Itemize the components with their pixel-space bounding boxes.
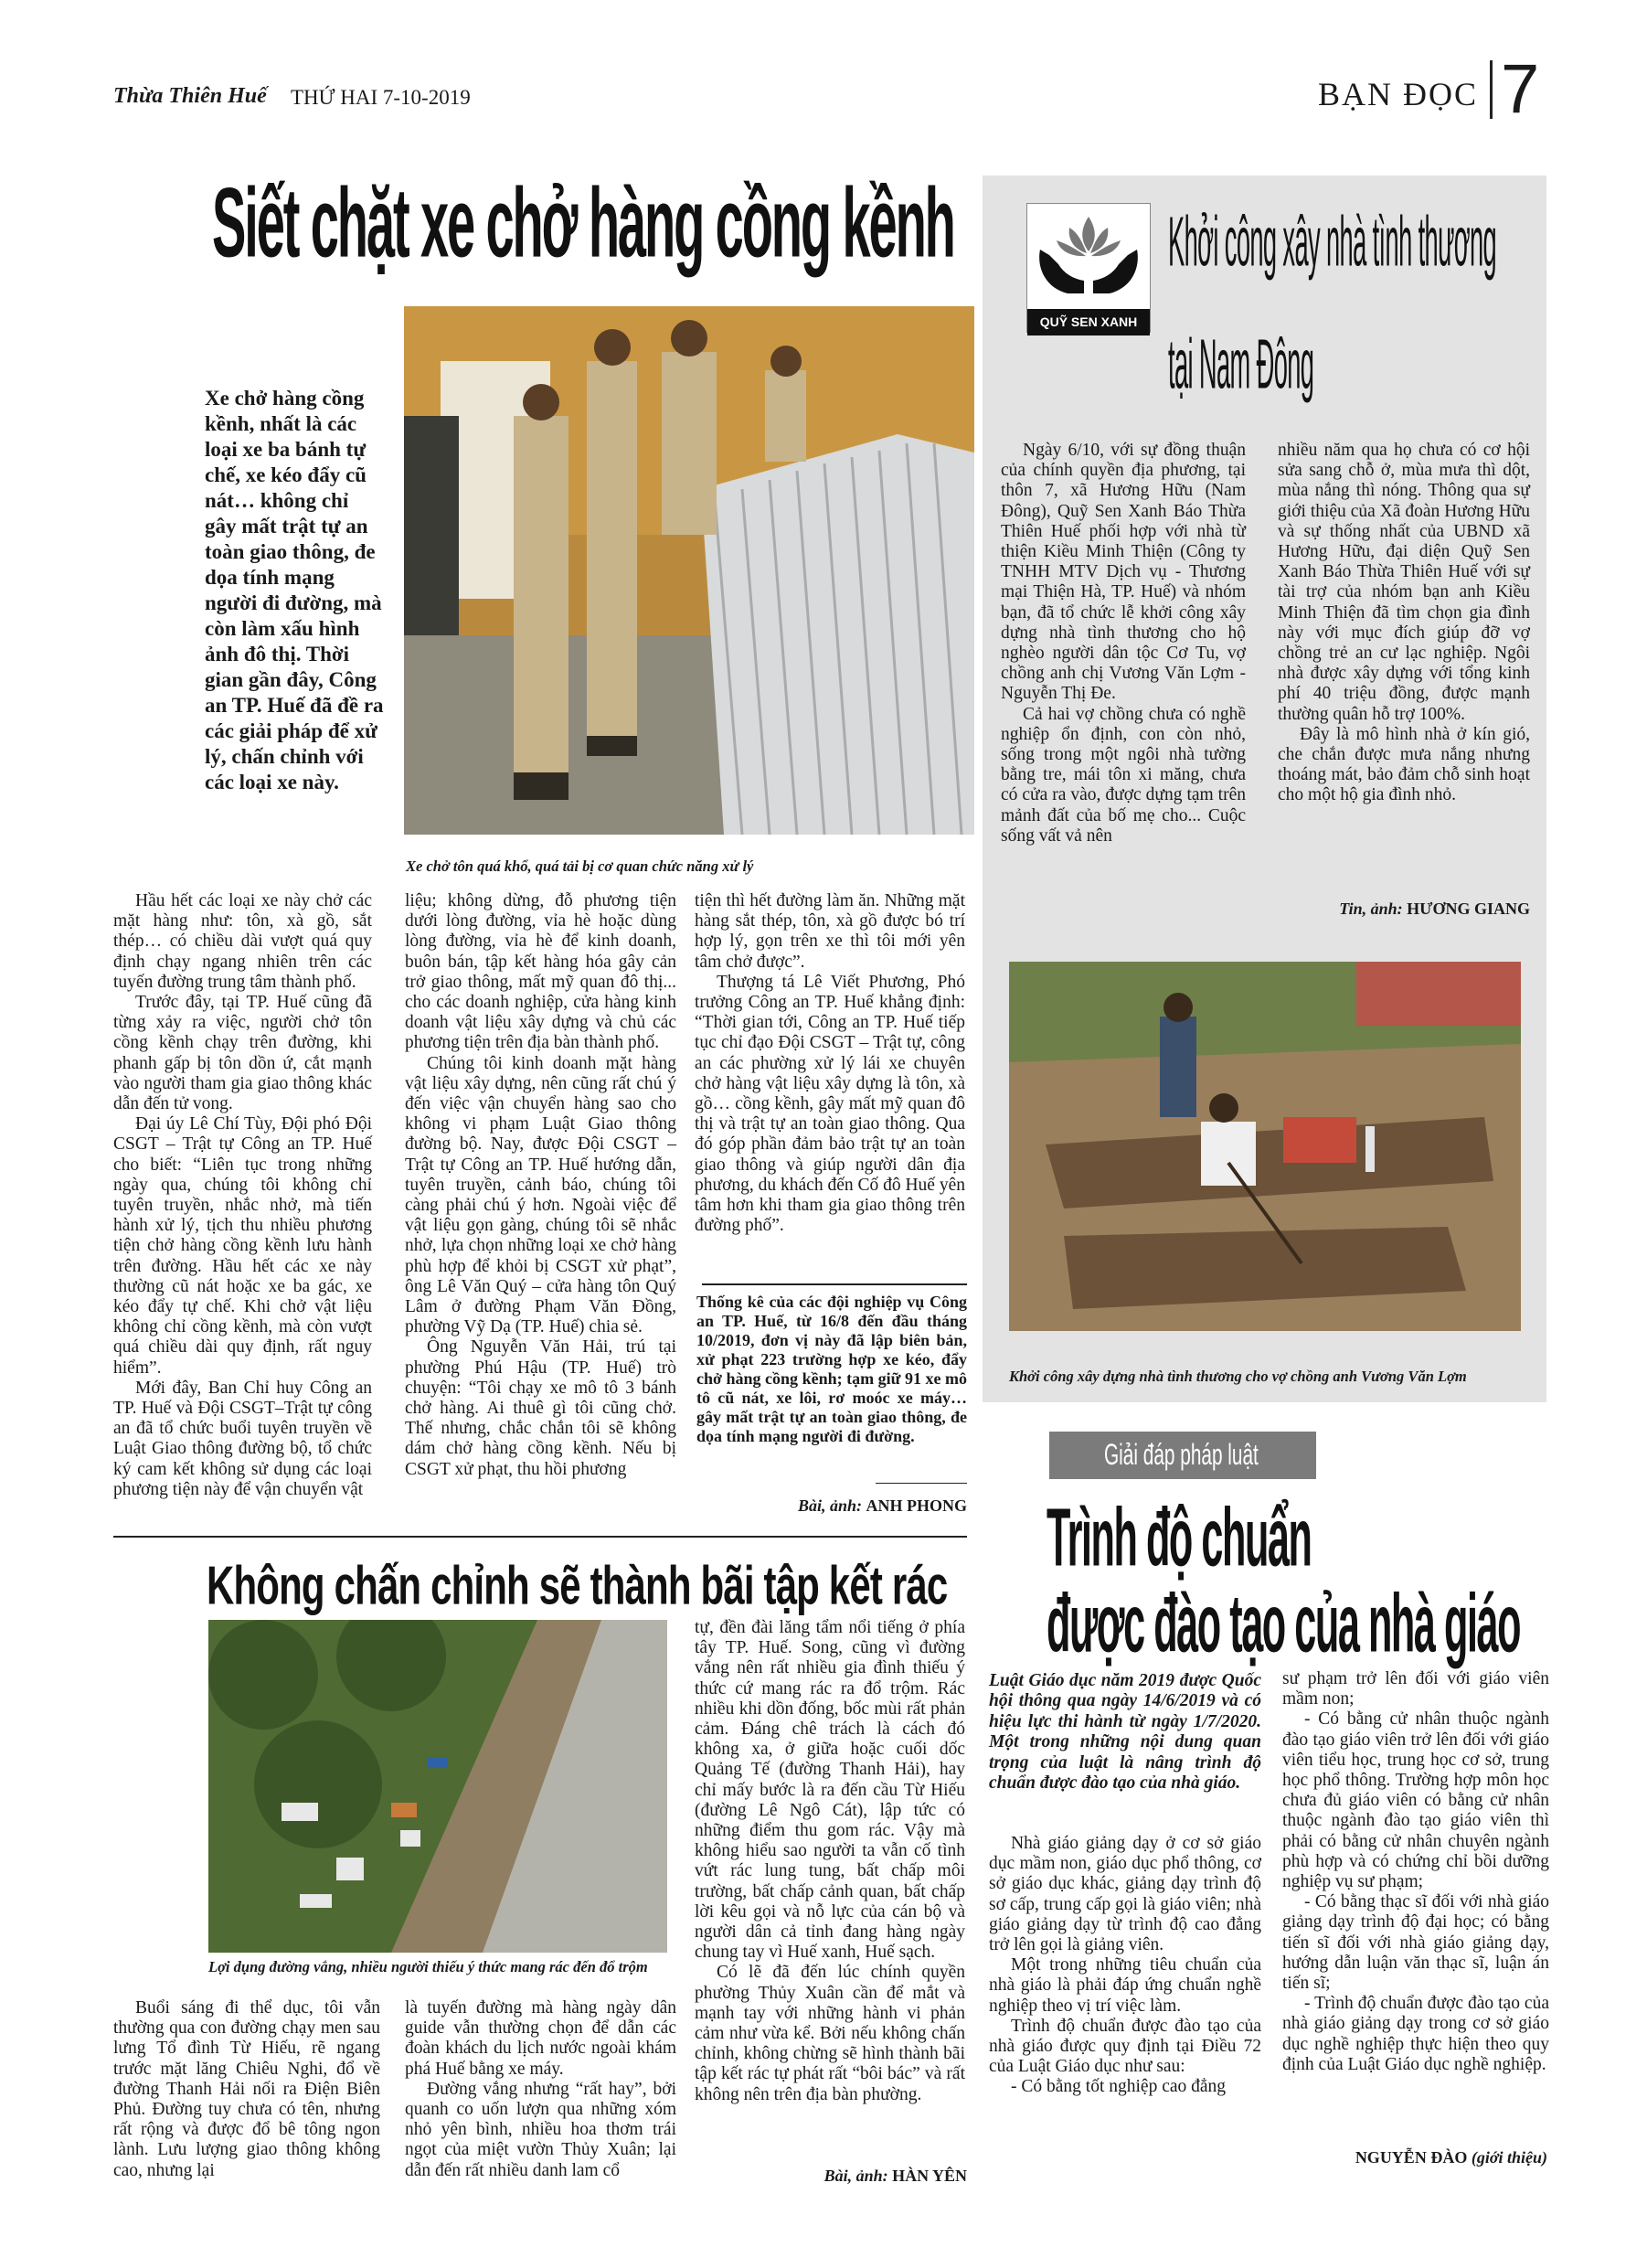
article3-caption: Lợi dụng đường vắng, nhiều người thiếu ý thức mang rác đến đổ trộm: [208, 1958, 648, 1975]
article1-caption: Xe chở tôn quá khổ, quá tải bị cơ quan chức năng xử lý: [406, 857, 754, 875]
article1-lead: Xe chở hàng cồng kềnh, nhất là các loại xe ba bánh tự chế, xe kéo đẩy cũ nát… không chỉ gây mất trật tự an toàn giao thông, đe dọa tính mạng người đi đường, mà còn làm xấu hình ảnh đô thị. Thời gian gần đây, Công an TP. Huế đã đề ra các giải pháp để xử lý, chấn chỉnh với các loại xe này.: [205, 387, 384, 793]
article1-column-2: liệu; không dừng, đỗ phương tiện dưới lòng đường, vỉa hè hoặc dùng lòng đường, vỉa hè để kinh doanh, buôn bán, tập kết hàng hóa gây cản trở giao thông, mất mỹ quan đô thị... cho các doanh nghiệp, cửa hàng kinh doanh vật liệu xây dựng và chủ các phương tiện trên địa bàn thành phố. Chúng tôi kinh doanh mặt hàng vật liệu xây dựng, nên cũng rất chú ý đến việc vận chuyển hàng sao cho không vi phạm Luật Giao thông đường bộ. Nay, được Đội CSGT – Trật tự Công an TP. Huế hướng dẫn, tuyên truyền, cảnh báo, chúng tôi càng phải chú ý hơn. Ngoài việc để vật liệu gọn gàng, chúng tôi sẽ nhắc nhở, lựa chọn những loại xe chở hàng phù hợp để khỏi bị CSGT xử phạt”, ông Lê Văn Quý – cửa hàng tôn Quý Lâm ở đường Phạm Văn Đồng, phường Vỹ Dạ (TP. Huế) chia sẻ. Ông Nguyễn Văn Hải, trú tại phường Phú Hậu (TP. Huế) trò chuyện: “Tôi chạy xe mô tô 3 bánh chở hàng. Ai thuê gì tôi cũng chở. Thế nhưng, chắc chắn tôi sẽ không dám chở hàng cồng kềnh. Nếu bị CSGT xử phạt, thu hồi phương: [405, 891, 676, 1479]
article4-column-1: Nhà giáo giảng dạy ở cơ sở giáo dục mầm non, giáo dục phổ thông, cơ sở giáo dục khác, giảng dạy trình độ sơ cấp, trung cấp gọi là giáo viên; nhà giáo giảng dạy từ trình độ cao đẳng trở lên gọi là giảng viên. Một trong những tiêu chuẩn của nhà giáo là phải đáp ứng chuẩn nghề nghiệp theo vị trí việc làm. Trình độ chuẩn được đào tạo của nhà giáo được quy định tại Điều 72 của Luật Giáo dục như sau: - Có bằng tốt nghiệp cao đẳng: [989, 1834, 1261, 2097]
article3-byline: Bài, ảnh: HÀN YÊN: [824, 2167, 967, 2185]
article1-photo: [404, 306, 974, 835]
article4-headline-line2: được đào tạo của nhà giáo: [1047, 1577, 1521, 1669]
logo-label: QUỸ SEN XANH: [1027, 309, 1150, 335]
article3-column-3: tự, đền đài lăng tẩm nổi tiếng ở phía tây TP. Huế. Song, cũng vì đường vắng nên rất nhiều gia đình thiếu ý thức cứ mang rác ra đổ trộm. Rác nhiều khi dồn đống, bốc mùi rất phản cảm. Đáng chê trách là cách đó không xa, ở giữa hoặc cuối dốc Quảng Tế (đường Thanh Hải), hay chỉ mấy bước là ra đến cầu Từ Hiếu (đường Lê Ngô Cát), lập tức có những điểm thu gom rác. Vậy mà không hiểu sao người ta vẫn cố tình vứt rác lung tung, bất chấp môi trường, bất chấp cảnh quan, bất chấp lời kêu gọi và nỗ lực của cán bộ và người dân cả tỉnh đang hàng ngày chung tay vì Huế xanh, Huế sạch. Có lẽ đã đến lúc chính quyền phường Thủy Xuân cần để mắt và mạnh tay với những hành vi phản cảm như vừa kể. Bởi nếu không chấn chỉnh, không chừng sẽ hình thành bãi tập kết rác tự phát rất “bôi bác” và rất không nên trên địa bàn phường.: [695, 1618, 965, 2104]
article4-kicker-box: [1049, 1432, 1316, 1479]
article2-headline-line1: Khởi công xây nhà tình thương: [1168, 203, 1497, 282]
article2-column-1: Ngày 6/10, với sự đồng thuận của chính quyền địa phương, tại thôn 7, xã Hương Hữu (Nam Đông), Quỹ Sen Xanh Báo Thừa Thiên Huế phối hợp với nhà từ thiện Kiều Minh Thiện (Công ty TNHH MTV Dịch vụ - Thương mại Thiện Hà, TP. Huế) và nhóm bạn, đã tổ chức lễ khởi công xây dựng nhà tình thương cho hộ nghèo người dân tộc Cơ Tu, vợ chồng anh chị Vương Văn Lợm - Nguyễn Thị Đe. Cả hai vợ chồng chưa có nghề nghiệp ổn định, con còn nhỏ, sống trong một ngôi nhà tường bằng tre, mái tôn xi măng, chưa có cửa ra vào, được dựng tạm trên mảnh đất của bố mẹ cho... Cuộc sống vất vả nên: [1001, 441, 1246, 846]
article2-headline-line2: tại Nam Đông: [1168, 325, 1314, 404]
article1-stat-rule: [702, 1283, 967, 1285]
article3-headline: Không chấn chỉnh sẽ thành bãi tập kết rác: [207, 1555, 948, 1616]
article2-column-2: nhiều năm qua họ chưa có cơ hội sửa sang chỗ ở, mùa mưa thì dột, mùa nắng thì nóng. Thông qua sự giới thiệu của Xã đoàn Hương Hữu và sự thống nhất của UBND xã Hương Hữu, đại diện Quỹ Sen Xanh Báo Thừa Thiên Huế với sự tài trợ của nhóm bạn anh Kiều Minh Thiện đã tìm chọn gia đình này với mục đích giúp đỡ vợ chồng trẻ an cư lạc nghiệp. Ngôi nhà được xây dựng với tổng kinh phí 40 triệu đồng, được mạnh thường quân hỗ trợ 100%. Đây là mô hình nhà ở kín gió, che chắn được mưa nắng nhưng thoáng mát, bảo đảm chỗ sinh hoạt cho một hộ gia đình nhỏ.: [1278, 441, 1530, 805]
article4-column-2: sư phạm trở lên đối với giáo viên mầm non; - Có bằng cử nhân thuộc ngành đào tạo giáo viên trở lên đối với giáo viên tiểu học, trung học cơ sở, trung học phổ thông. Trường hợp môn học chưa đủ giáo viên có bằng cử nhân thuộc ngành đào tạo giáo viên thì phải có bằng cử nhân chuyên ngành phù hợp và có chứng chỉ bồi dưỡng nghiệp vụ sư phạm; - Có bằng thạc sĩ đối với nhà giáo giảng dạy trình độ đại học; có bằng tiến sĩ đối với nhà giáo giảng dạy, hướng dẫn luận văn thạc sĩ, luận án tiến sĩ; - Trình độ chuẩn được đào tạo của nhà giáo giảng dạy trong cơ sở giáo dục nghề nghiệp thực hiện theo quy định của Luật Giáo dục nghề nghiệp.: [1282, 1669, 1549, 2074]
section-divider: [113, 1536, 967, 1538]
section-title: BẠN ĐỌC: [1318, 76, 1479, 112]
article2-caption: Khởi công xây dựng nhà tình thương cho vợ chồng anh Vương Văn Lợm: [1009, 1368, 1467, 1385]
lotus-hands-icon: [1027, 204, 1150, 304]
issue-date: THỨ HAI 7-10-2019: [291, 86, 471, 109]
article3-column-1: Buổi sáng đi thể dục, tôi vẫn thường qua con đường chạy men sau lưng Tổ đình Từ Hiếu, rẽ ngang trước mặt lăng Chiêu Nghi, đổ về đường Thanh Hải nối ra Điện Biên Phủ. Đường tuy chưa có tên, nhưng rất rộng và được đổ bê tông ngon lành. Lưu lượng giao thông không cao, nhưng lại: [113, 1998, 380, 2180]
article2-byline: Tin, ảnh: HƯƠNG GIANG: [1339, 900, 1530, 918]
article1-stat-box: Thống kê của các đội nghiệp vụ Công an TP. Huế, từ 16/8 đến đầu tháng 10/2019, đơn vị này đã lập biên bản, xử phạt 223 trường hợp xe kéo, đẩy chở hàng cồng kềnh; tạm giữ 91 xe mô tô cũ nát, xe lôi, rơ moóc xe máy… gây mất trật tự an toàn giao thông, đe dọa tính mạng người đi đường.: [696, 1293, 967, 1445]
article2-photo: [1009, 962, 1521, 1331]
article1-headline: Siết chặt xe chở hàng cồng kềnh: [212, 167, 954, 278]
article1-column-1: Hầu hết các loại xe này chở các mặt hàng như: tôn, xà gồ, sắt thép… có chiều dài vượt quá quy định chạy ngang nhiên trên các tuyến đường trung tâm thành phố. Trước đây, tại TP. Huế cũng đã từng xảy ra việc, người chở tôn cồng kềnh chạy trên đường, khi phanh gấp bị tôn dồn ứ, cắt mạnh vào người tham gia giao thông khác dẫn đến tử vong. Đại úy Lê Chí Tùy, Đội phó Đội CSGT – Trật tự Công an TP. Huế cho biết: “Liên tục trong những ngày qua, chúng tôi không chỉ tuyên truyền, nhắc nhở, mà tiến hành xử lý, tịch thu nhiều phương tiện chở hàng cồng kềnh lưu hành trên đường. Hầu hết các xe này thường cũ nát hoặc xe ba gác, xe kéo đẩy tự chế. Khi chở vật liệu không chỉ cồng kềnh, mà còn vượt quá chiều dài quy định, rất nguy hiểm”. Mới đây, Ban Chỉ huy Công an TP. Huế và Đội CSGT–Trật tự công an đã tổ chức buổi tuyên truyền về Luật Giao thông đường bộ, tổ chức ký cam kết không sử dụng các loại phương tiện này để vận chuyển vật: [113, 891, 372, 1499]
article3-column-2: là tuyến đường mà hàng ngày dân guide vẫn thường chọn để dẫn các đoàn khách du lịch nước ngoài khám phá Huế bằng xe máy. Đường vắng nhưng “rất hay”, bởi quanh co uốn lượn qua những xóm nhỏ yên bình, nhiều hoa thơm trái ngọt của miệt vườn Thủy Xuân; lại dẫn đến rất nhiều danh lam cổ: [405, 1998, 676, 2180]
header-divider: [1490, 60, 1493, 119]
article1-stat-rule-bottom: [876, 1483, 967, 1484]
paper-name: Thừa Thiên Huế: [113, 84, 267, 108]
article4-byline: NGUYỄN ĐÀO (giới thiệu): [1355, 2148, 1547, 2167]
quy-sen-xanh-logo: [1026, 203, 1151, 333]
article1-column-3: tiện thì hết đường làm ăn. Những mặt hàng sắt thép, tôn, xà gồ được bó trí hợp lý, gọn trên xe thì tôi mới yên tâm chở được”. Thượng tá Lê Viết Phương, Phó trưởng Công an TP. Huế khẳng định: “Thời gian tới, Công an TP. Huế tiếp tục chỉ đạo Đội CSGT – Trật tự, công an các phường xử lý lái xe chuyên chở hàng vật liệu xây dựng là tôn, xà gồ… cồng kềnh, gây mất mỹ quan đô thị và trật tự an toàn giao thông. Qua đó góp phần đảm bảo trật tự an toàn giao thông và giúp người dân địa phương, du khách đến Cố đô Huế yên tâm hơn khi tham gia giao thông trên đường phố”.: [695, 891, 965, 1236]
article4-headline-line1: Trình độ chuẩn: [1047, 1491, 1312, 1583]
article3-photo: [208, 1620, 667, 1953]
article4-lead: Luật Giáo dục năm 2019 được Quốc hội thông qua ngày 14/6/2019 và có hiệu lực thi hành từ ngày 1/7/2020. Một trong những nội dung quan trọng của luật là nâng trình độ chuẩn được đào tạo của nhà giáo.: [989, 1671, 1261, 1794]
article4-kicker: Giải đáp pháp luật: [1104, 1437, 1259, 1472]
article1-byline: Bài, ảnh: ANH PHONG: [797, 1496, 967, 1515]
page-number: 7: [1501, 50, 1540, 128]
